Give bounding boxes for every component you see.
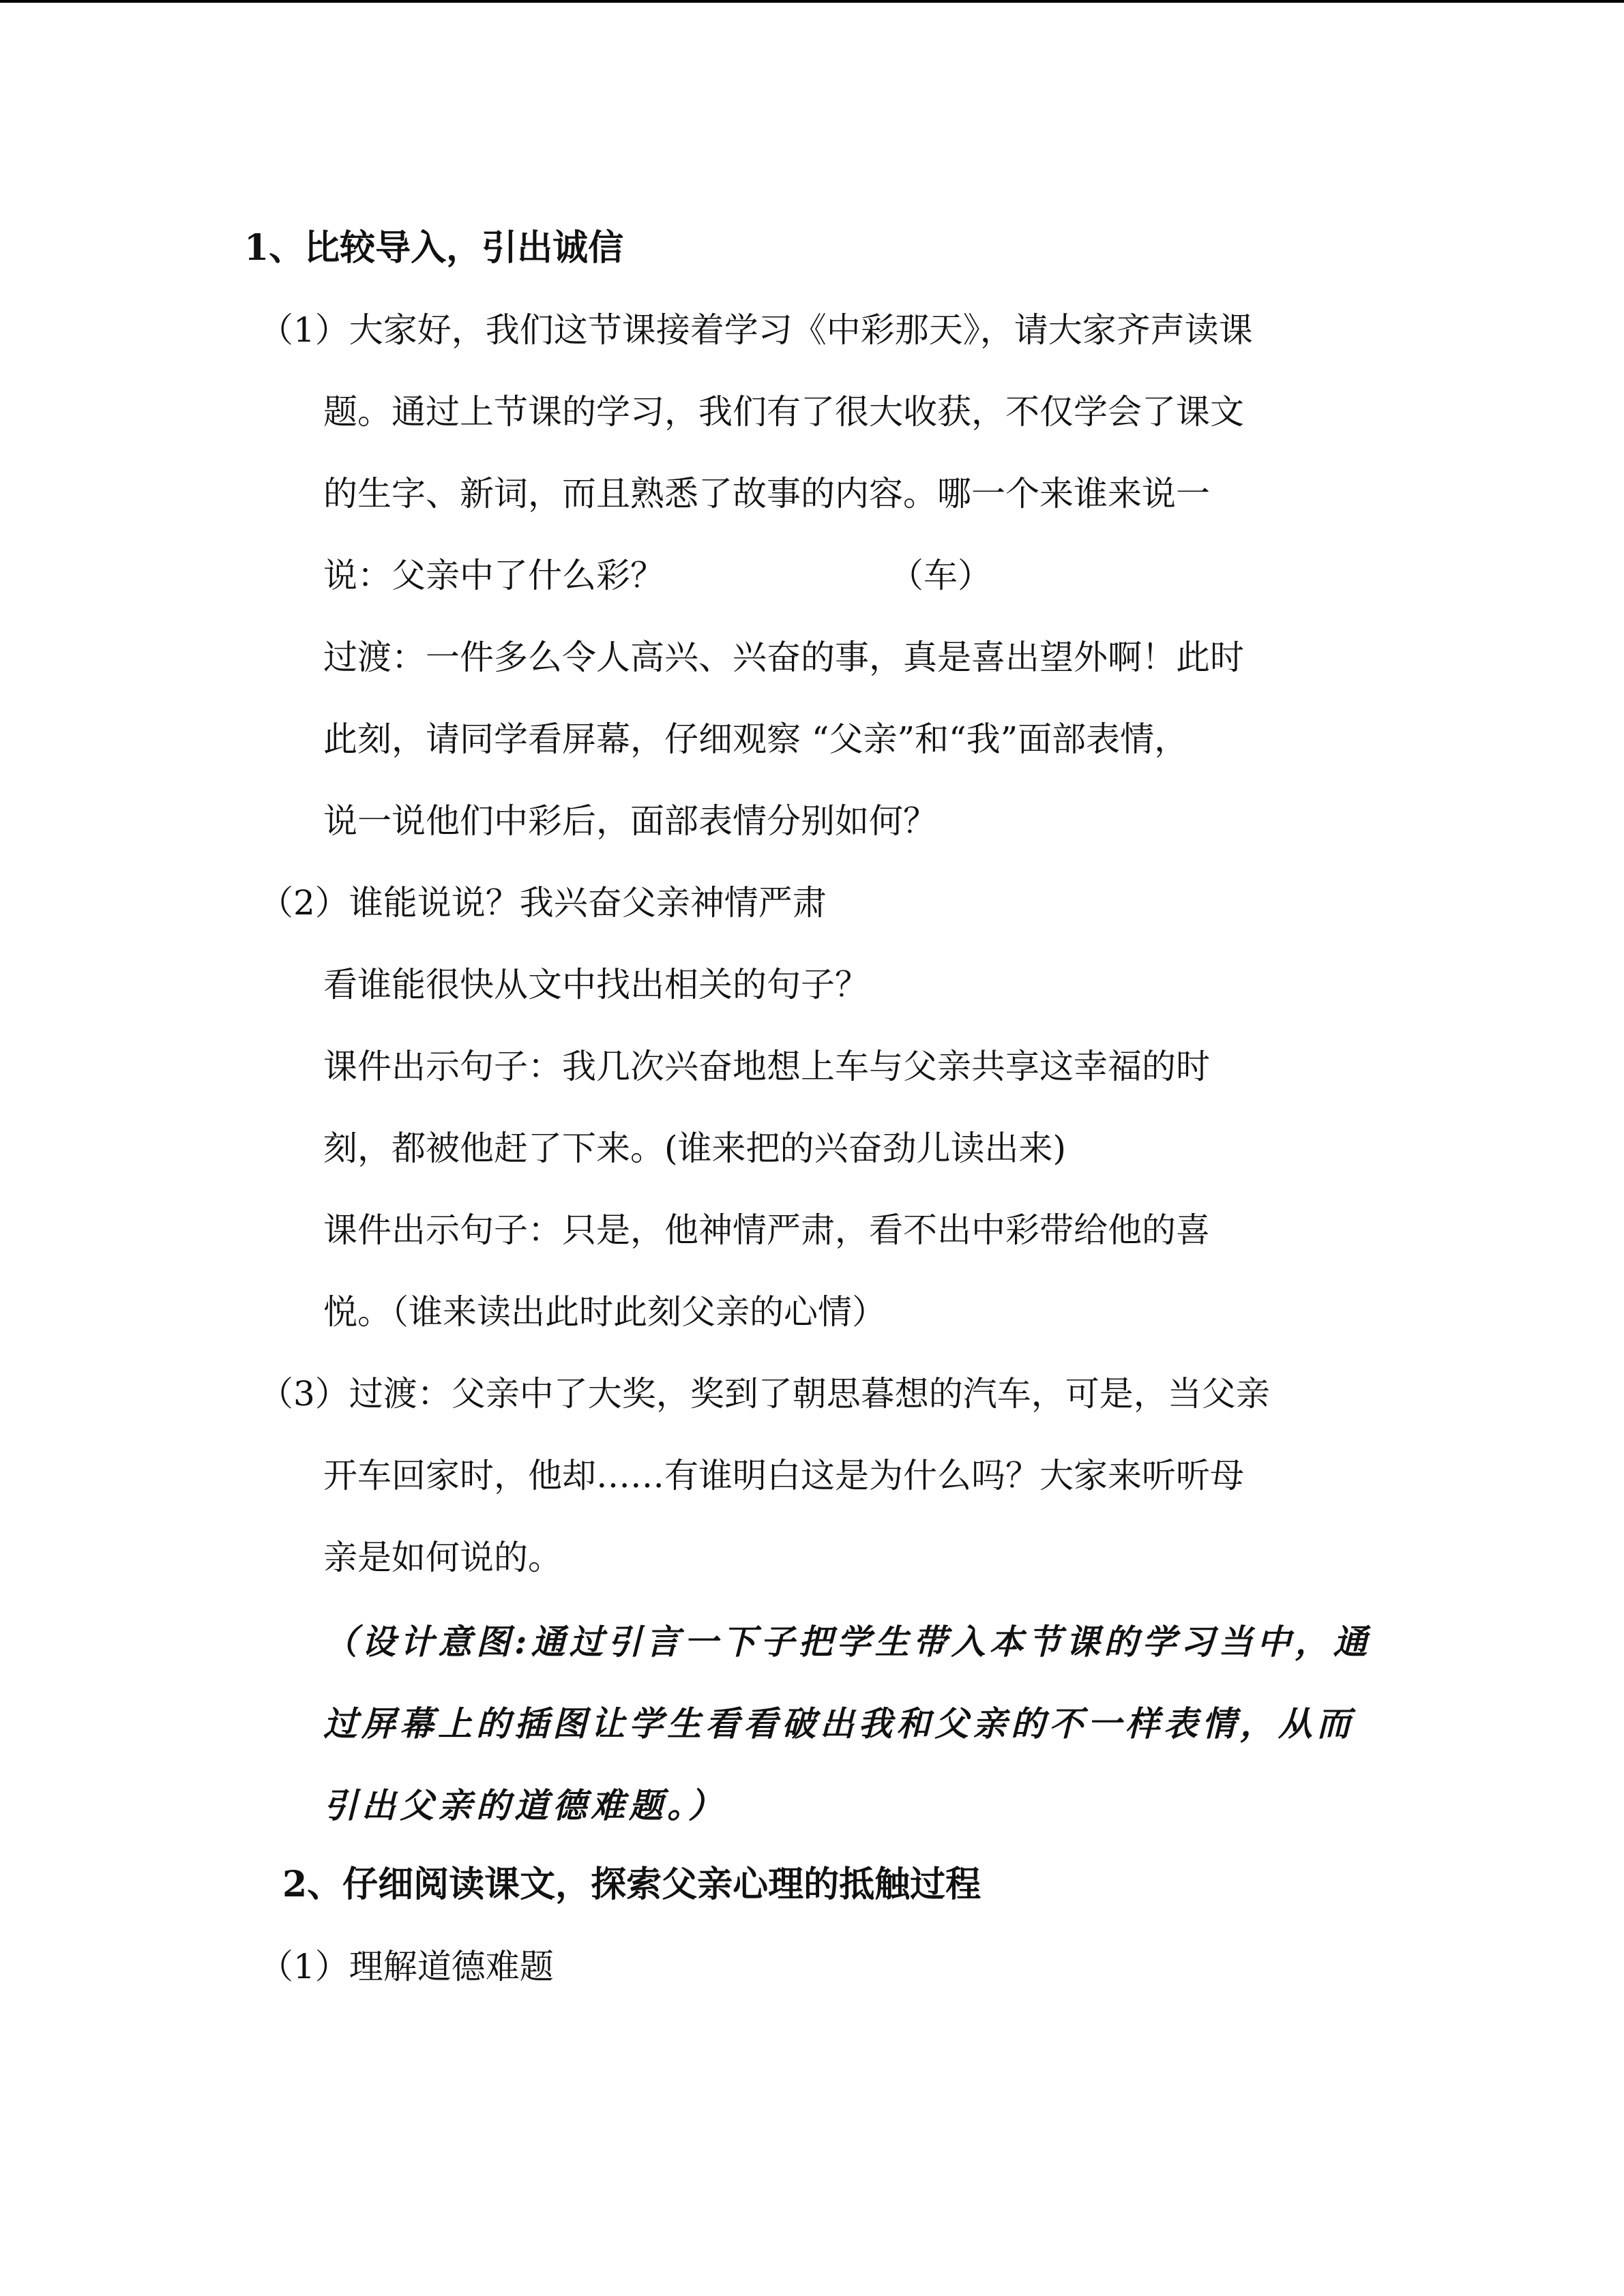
paragraph-line: 此刻，请同学看屏幕，仔细观察 “父亲”和“我”面部表情， (323, 719, 1189, 759)
paragraph-line: 课件出示句子：我几次兴奋地想上车与父亲共享这幸福的时 (323, 1047, 1210, 1086)
paragraph-line: 刻，都被他赶了下来。(谁来把的兴奋劲儿读出来) (323, 1129, 1067, 1168)
paragraph-line: 说一说他们中彩后，面部表情分别如何？ (323, 801, 937, 841)
paragraph-line (323, 555, 992, 596)
paragraph-line: 开车回家时，他却……有谁明白这是为什么吗？大家来听听母 (323, 1456, 1244, 1495)
paragraph-line: 题。通过上节课的学习，我们有了很大收获，不仅学会了课文 (323, 392, 1244, 432)
paragraph-line: 亲是如何说的。 (323, 1538, 562, 1577)
page-top-border (0, 0, 1624, 3)
section-heading: 2、仔细阅读课文，探索父亲心理的抵触过程 (282, 1864, 981, 1905)
paragraph-line: 的生字、新词，而且熟悉了故事的内容。哪一个来谁来说一 (323, 474, 1210, 513)
paragraph-line: （1）大家好，我们这节课接着学习《中彩那天》，请大家齐声读课 (259, 310, 1253, 350)
paragraph-line: 课件出示句子：只是，他神情严肃，看不出中彩带给他的喜 (323, 1210, 1210, 1250)
design-intent-line: 引出父亲的道德难题。） (323, 1785, 726, 1825)
design-intent-line: 过屏幕上的插图让学生看看破出我和父亲的不一样表情，从而 (323, 1703, 1355, 1744)
paragraph-line: 看谁能很快从文中找出相关的句子？ (323, 965, 869, 1004)
design-intent-line: （设计意图:通过引言一下子把学生带入本节课的学习当中，通 (323, 1622, 1372, 1662)
paragraph-line: （3）过渡：父亲中了大奖，奖到了朝思暮想的汽车，可是，当父亲 (259, 1374, 1270, 1414)
subsection-heading: （1）理解道德难题 (259, 1947, 554, 1986)
paragraph-line: 悦。（谁来读出此时此刻父亲的心情） (323, 1292, 886, 1332)
paragraph-line: 过渡：一件多么令人高兴、兴奋的事，真是喜出望外啊！此时 (323, 638, 1244, 677)
paragraph-line: （2）谁能说说？我兴奋父亲神情严肃 (259, 883, 827, 923)
question-text: 说：父亲中了什么彩？ (323, 556, 664, 595)
answer-text: （车） (889, 556, 992, 595)
section-heading: 1、比较导入，引出诚信 (244, 227, 624, 269)
